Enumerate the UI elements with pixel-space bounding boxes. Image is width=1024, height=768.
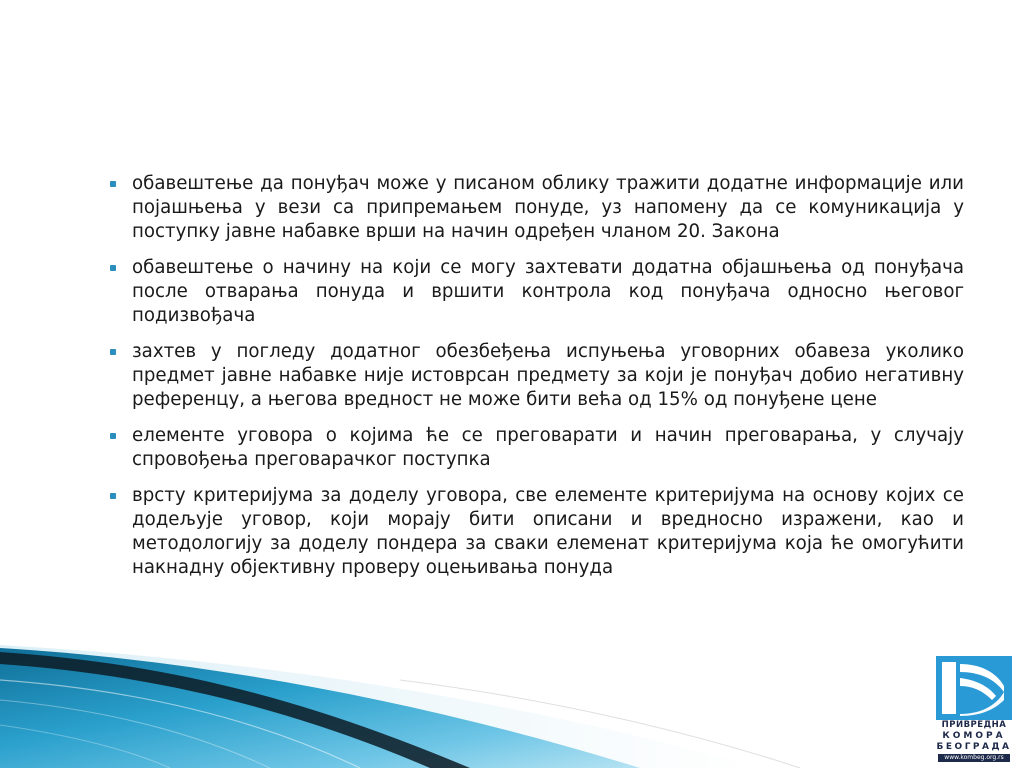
bullet-text: захтев у погледу додатног обезбеђења испуњења уговорних обавеза уколико предмет јавне набавке није истоврсан предмету за који је понуђач добио негативну референцу, а његова вредност не може бити већа од 15% од понуђене цене xyxy=(132,341,964,410)
logo-url: www.kombeg.org.rs xyxy=(938,754,1010,762)
list-item xyxy=(110,172,964,244)
bullet-text: обавештење да понуђач може у писаном облику тражити додатне информације или појашњења у вези са припремањем понуде, уз напомену да се комуникација у поступку јавне набавке врши на начин одређен чланом 20. Закона xyxy=(132,173,964,242)
bullet-text: обавештење о начину на који се могу захтевати додатна објашњења од понуђача после отварања понуда и вршити контрола код понуђача односно његовог подизвођача xyxy=(132,257,964,326)
bullet-list xyxy=(110,172,964,592)
chamber-logo xyxy=(936,656,1012,762)
bullet-icon xyxy=(110,181,116,187)
list-item xyxy=(110,256,964,328)
bullet-icon xyxy=(110,265,116,271)
logo-mark-icon xyxy=(936,656,1012,720)
logo-text-line-1: ПРИВРЕДНА xyxy=(941,720,1007,730)
logo-text-line-3: БЕОГРАДА xyxy=(936,742,1012,752)
bullet-icon xyxy=(110,433,116,439)
list-item xyxy=(110,340,964,412)
bullet-text: елементе уговора о којима ће се преговарати и начин преговарања, у случају спровођења преговарачког поступка xyxy=(132,425,964,470)
bullet-icon xyxy=(110,349,116,355)
bullet-icon xyxy=(110,493,116,499)
list-item xyxy=(110,424,964,472)
logo-text-line-2: КОМОРА xyxy=(942,731,1006,741)
bullet-text: врсту критеријума за доделу уговора, све елементе критеријума на основу којих се додељује уговор, који морају бити описани и вредносно изражени, као и методологију за доделу пондера за сваки елеменат критеријума која ће омогућити накнадну објективну проверу оцењивања понуда xyxy=(132,485,964,578)
list-item xyxy=(110,484,964,580)
